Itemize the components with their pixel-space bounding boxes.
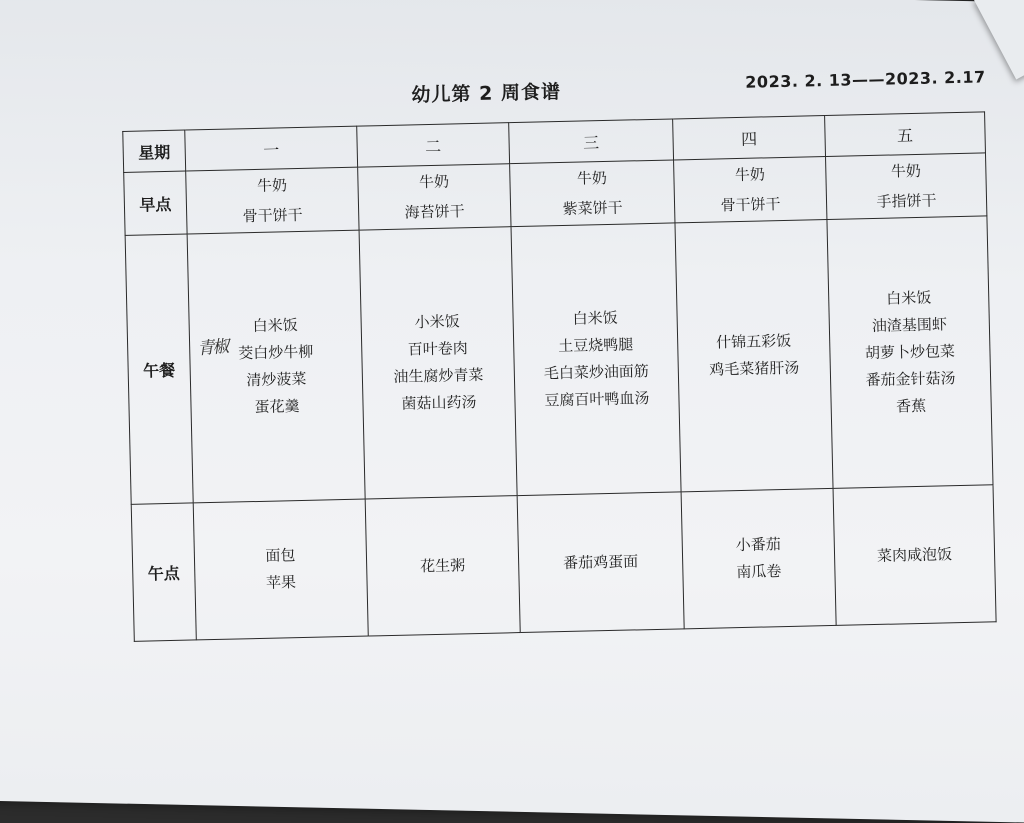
menu-item: 油生腐炒青菜	[393, 365, 484, 386]
table-row	[125, 216, 993, 504]
menu-cell	[833, 485, 996, 626]
menu-item: 牛奶	[890, 161, 922, 181]
menu-item: 牛奶	[576, 168, 608, 188]
menu-cell	[186, 167, 359, 234]
menu-cell	[517, 492, 684, 633]
menu-item: 百叶卷肉	[407, 339, 468, 359]
menu-cell	[511, 223, 681, 496]
handwritten-note: 青椒	[196, 336, 229, 360]
document-title: 幼儿第 2 周食谱	[411, 81, 562, 107]
menu-cell	[193, 499, 368, 640]
menu-item: 番茄金针菇汤	[865, 368, 956, 389]
menu-cell	[674, 157, 827, 223]
menu-item: 骨干饼干	[242, 205, 303, 226]
weekly-menu-table	[122, 111, 996, 641]
menu-cell	[359, 227, 517, 499]
menu-item: 南瓜卷	[736, 562, 782, 582]
menu-item: 菌菇山药汤	[401, 392, 477, 413]
menu-item: 茭白炒牛柳	[238, 342, 314, 363]
menu-item: 小米饭	[414, 312, 460, 332]
menu-item: 白米饭	[252, 316, 298, 336]
menu-cell	[358, 164, 511, 230]
menu-item: 油渣基围虾	[871, 314, 948, 335]
menu-item: 手指饼干	[876, 191, 937, 211]
menu-item: 蛋花羹	[254, 397, 300, 417]
menu-item: 牛奶	[418, 172, 450, 192]
row-label-lunch: 午餐	[125, 234, 193, 504]
menu-item: 骨干饼干	[720, 195, 781, 215]
corner-header: 星期	[123, 130, 186, 172]
menu-item: 白米饭	[886, 288, 932, 308]
menu-cell	[675, 219, 833, 491]
menu-item: 土豆烧鸭腿	[558, 335, 634, 356]
menu-item: 小番茄	[735, 535, 781, 555]
day-header-mon: 一	[185, 126, 358, 171]
menu-item: 海苔饼干	[404, 202, 465, 222]
menu-item: 白米饭	[572, 308, 618, 328]
menu-item: 什锦五彩饭	[715, 331, 792, 352]
menu-item: 毛白菜炒油面筋	[543, 362, 650, 383]
menu-cell	[187, 230, 365, 503]
menu-cell	[510, 160, 675, 227]
day-header-wed: 三	[509, 119, 674, 164]
row-label-afternoon-snack: 午点	[131, 503, 196, 641]
menu-item: 牛奶	[734, 165, 766, 185]
menu-item: 苹果	[265, 573, 297, 592]
date-range: 2023. 2. 13——2023. 2.17	[745, 67, 986, 92]
menu-item: 清炒菠菜	[246, 369, 307, 390]
day-header-fri: 五	[825, 112, 986, 157]
menu-cell	[365, 496, 520, 636]
menu-cell	[827, 216, 993, 489]
row-label-breakfast: 早点	[124, 171, 187, 235]
menu-item: 花生粥	[419, 555, 466, 575]
menu-item: 面包	[265, 546, 296, 565]
menu-item: 牛奶	[256, 176, 288, 195]
menu-item: 胡萝卜炒包菜	[864, 341, 956, 362]
menu-item: 紫菜饼干	[562, 198, 623, 218]
menu-item: 香蕉	[895, 396, 927, 415]
menu-cell	[681, 488, 836, 628]
day-header-tue: 二	[357, 123, 510, 167]
day-header-thu: 四	[673, 116, 826, 160]
menu-item: 豆腐百叶鸭血汤	[544, 389, 650, 410]
menu-item: 番茄鸡蛋面	[562, 551, 639, 572]
menu-item: 菜肉咸泡饭	[876, 544, 953, 565]
menu-item: 鸡毛菜猪肝汤	[709, 358, 800, 379]
menu-cell	[826, 153, 987, 220]
table-row	[131, 485, 996, 642]
